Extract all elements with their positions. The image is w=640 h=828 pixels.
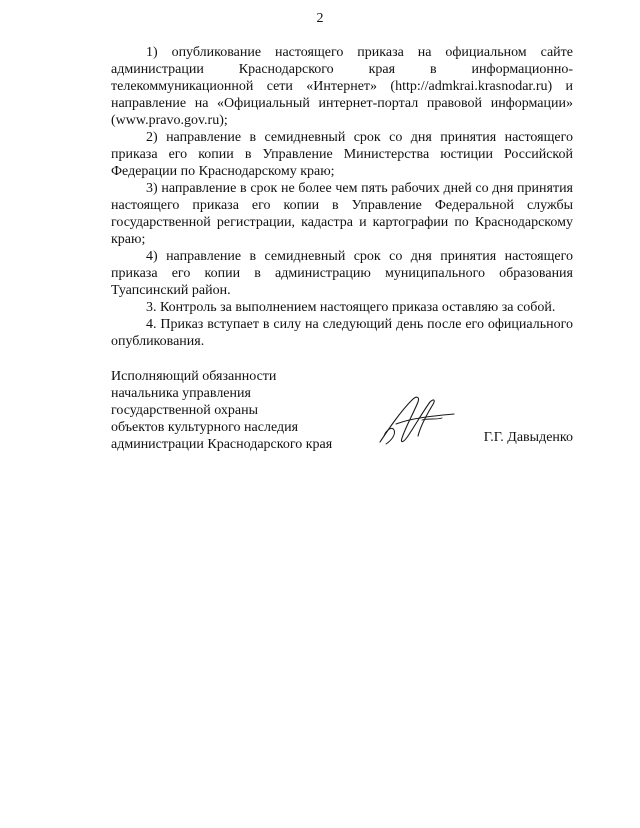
paragraph-tuapse-administration: 4) направление в семидневный срок со дня принятия настоящего приказа его копии в администрацию муниципального образования Туапсинский район. — [111, 249, 573, 298]
signatory-position — [111, 368, 371, 453]
paragraph-publication: 1) опубликование настоящего приказа на официальном сайте администрации Краснодарского края в информационно-телекоммуникационной сети «Интернет» (http://admkrai.krasnodar.ru) и направление на «Официальный интернет-портал правовой информации» (www.pravo.gov.ru); — [111, 45, 573, 128]
paragraph-registration-service: 3) направление в срок не более чем пять рабочих дней со дня принятия настоящего приказа его копии в Управление Федеральной службы государственной регистрации, кадастра и картографии по Краснодарскому краю; — [111, 181, 573, 247]
signature-block — [111, 368, 573, 452]
page-number: 2 — [316, 11, 324, 26]
paragraph-ministry-of-justice: 2) направление в семидневный срок со дня принятия настоящего приказа его копии в Управление Министерства юстиции Российской Федерации по Краснодарскому краю; — [111, 130, 573, 179]
signatory-position-line: Исполняющий обязанности — [111, 369, 277, 384]
signatory-position-line: администрации Краснодарского края — [111, 437, 333, 452]
paragraph-control: 3. Контроль за выполнением настоящего приказа оставляю за собой. — [146, 300, 556, 315]
document-body — [111, 44, 573, 350]
signatory-name: Г.Г. Давыденко — [483, 430, 573, 445]
signatory-position-line: начальника управления — [111, 386, 251, 401]
signatory-position-line: государственной охраны — [111, 403, 259, 418]
signatory-position-line: объектов культурного наследия — [111, 420, 299, 435]
paragraph-effective-date: 4. Приказ вступает в силу на следующий день после его официального опубликования. — [111, 317, 573, 349]
handwritten-signature — [366, 390, 458, 448]
